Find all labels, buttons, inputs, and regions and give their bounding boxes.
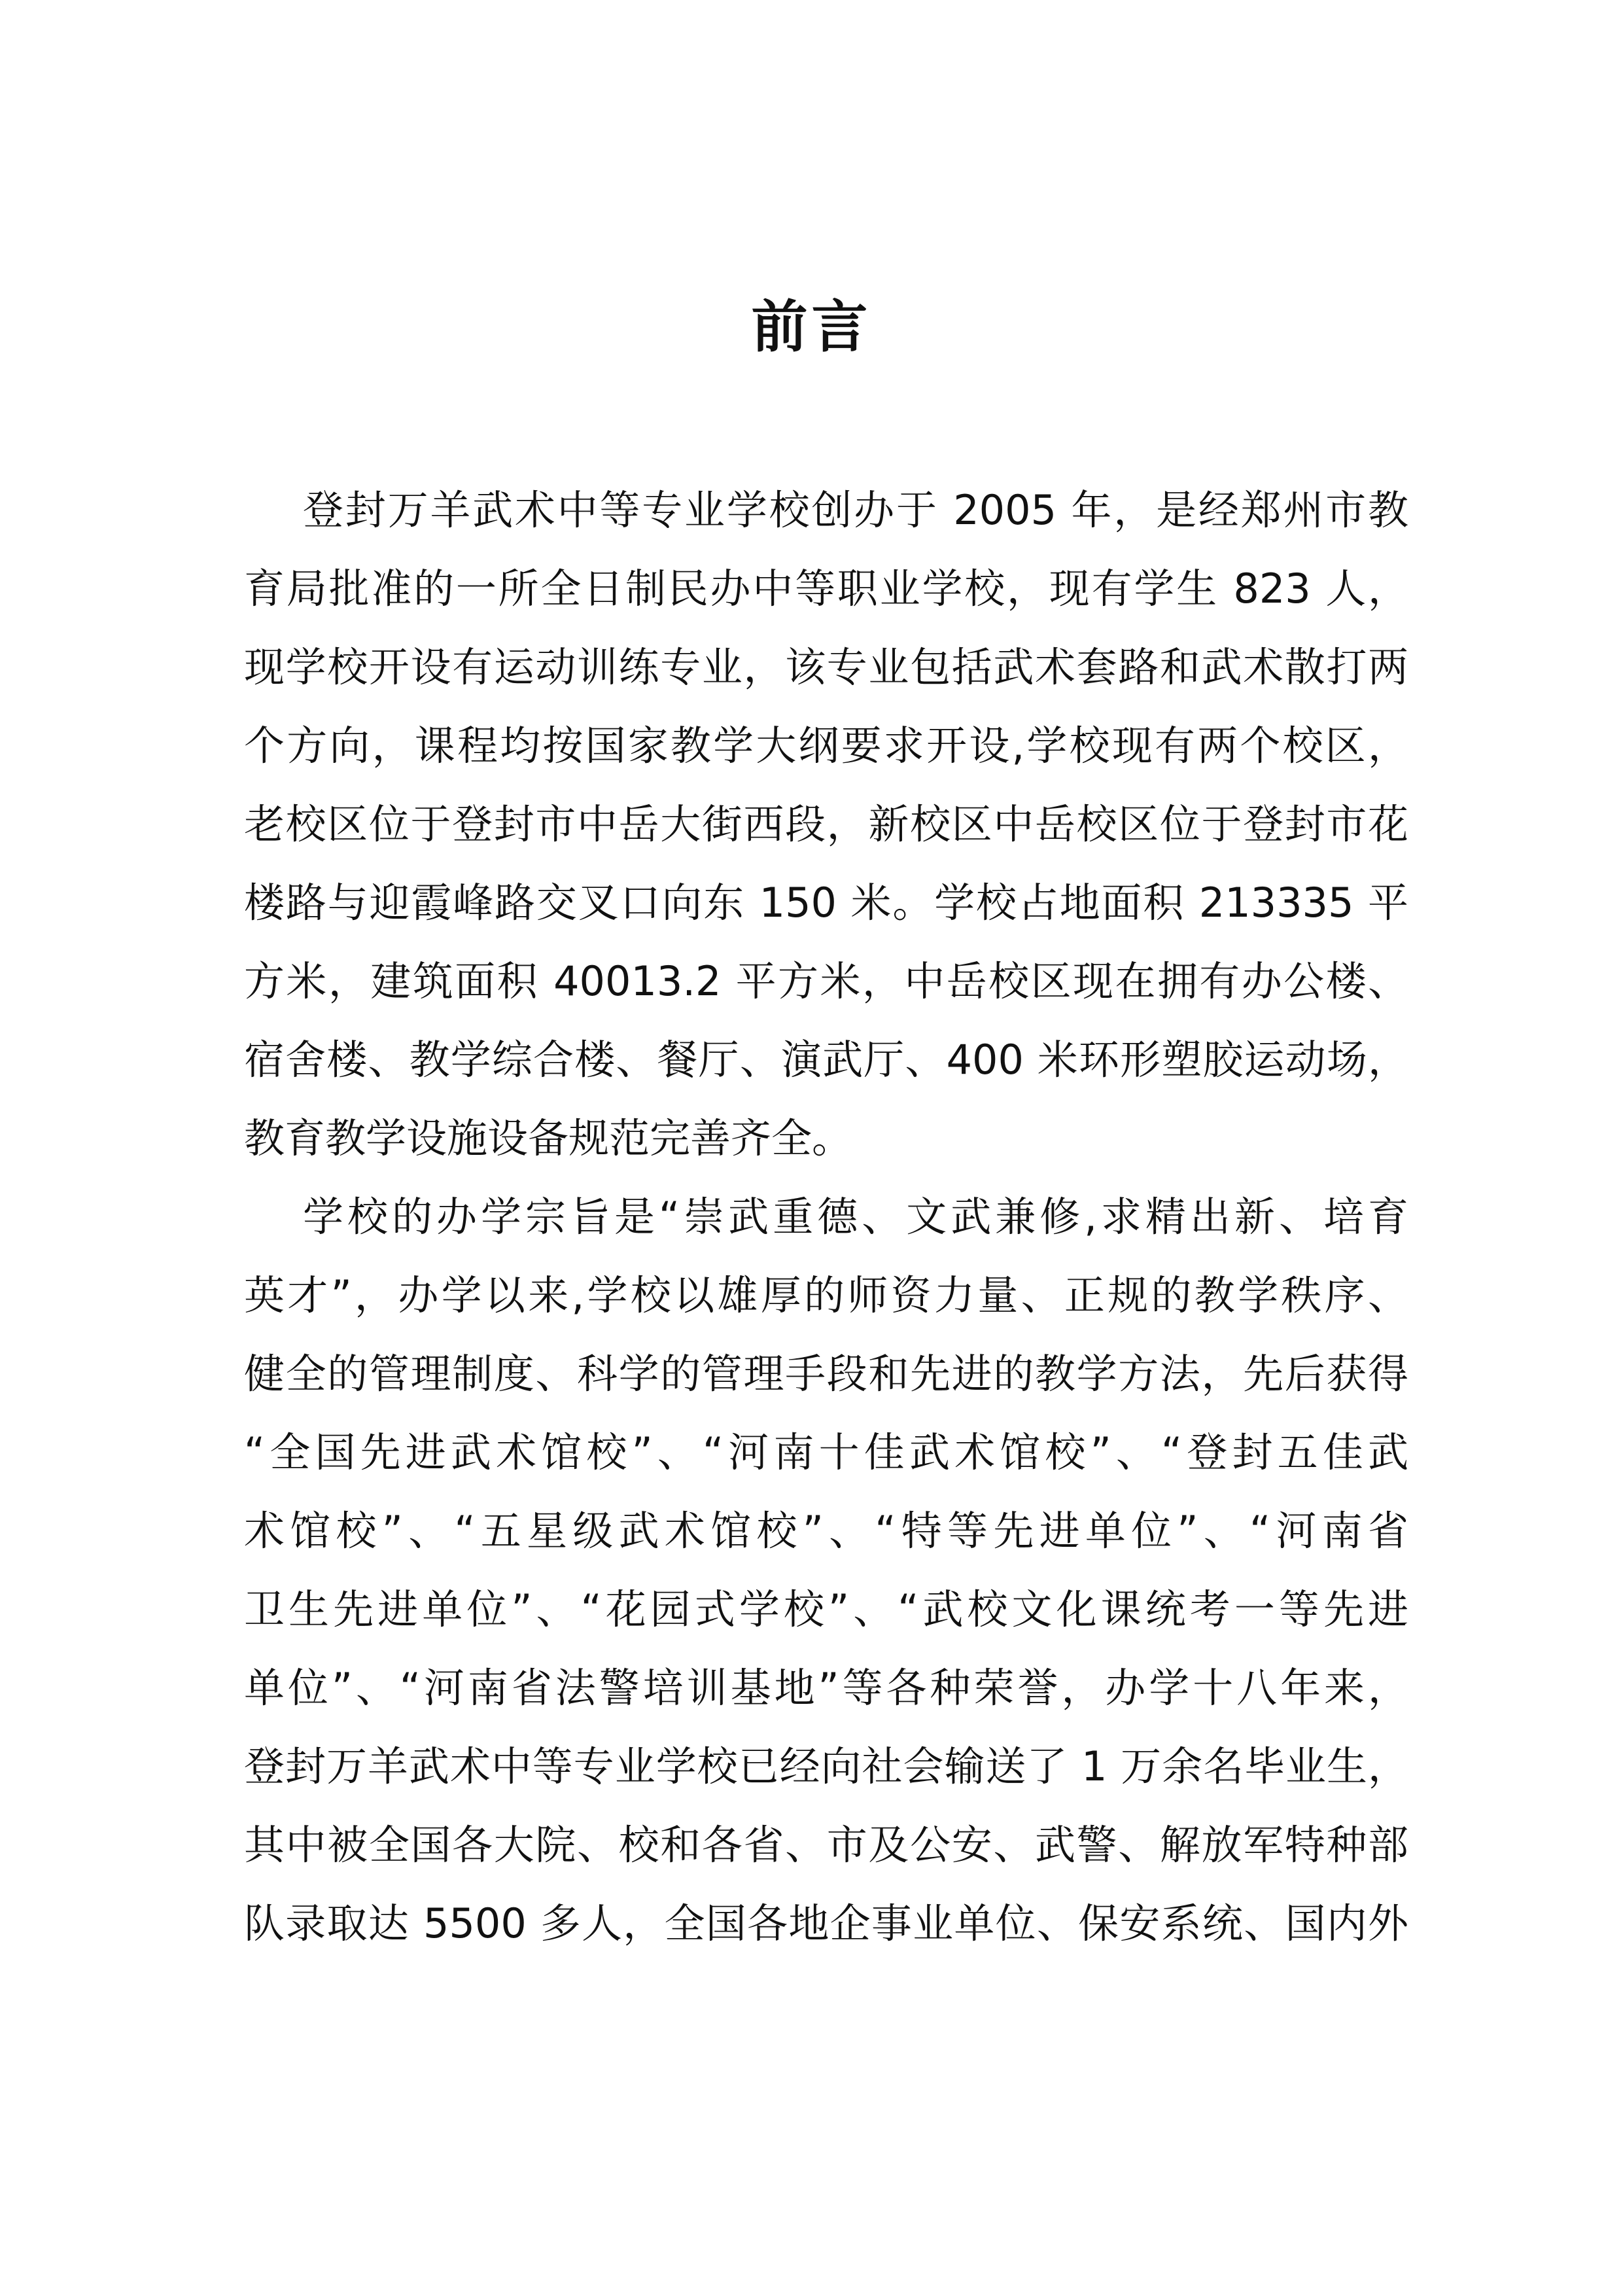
- paragraph-1-line: 登封万羊武术中等专业学校创办于 2005 年，是经郑州市教: [303, 486, 1408, 534]
- paragraph-1-line: 方米，建筑面积 40013.2 平方米，中岳校区现在拥有办公楼、: [244, 957, 1408, 1005]
- paragraph-1-line: 个方向，课程均按国家教学大纲要求开设,学校现有两个校区，: [244, 722, 1408, 769]
- paragraph-2-line: 其中被全国各大院、校和各省、市及公安、武警、解放军特种部: [244, 1821, 1408, 1869]
- paragraph-1-line: 教育教学设施设备规范完善齐全。: [244, 1114, 853, 1162]
- paragraph-2-line: 术馆校”、“五星级武术馆校”、“特等先进单位”、“河南省: [244, 1507, 1408, 1555]
- paragraph-1-line: 老校区位于登封市中岳大街西段，新校区中岳校区位于登封市花: [244, 800, 1408, 848]
- paragraph-2-line: 卫生先进单位”、“花园式学校”、“武校文化课统考一等先进: [244, 1585, 1408, 1633]
- paragraph-2-line: 英才”，办学以来,学校以雄厚的师资力量、正规的教学秩序、: [244, 1271, 1408, 1319]
- paragraph-2-line: 健全的管理制度、科学的管理手段和先进的教学方法，先后获得: [244, 1350, 1408, 1398]
- paragraph-1-line: 现学校开设有运动训练专业，该专业包括武术套路和武术散打两: [244, 643, 1408, 691]
- paragraph-1-line: 楼路与迎霞峰路交叉口向东 150 米。学校占地面积 213335 平: [244, 879, 1408, 927]
- paragraph-2-line: 队录取达 5500 多人，全国各地企事业单位、保安系统、国内外: [244, 1899, 1408, 1947]
- paragraph-2-line: “全国先进武术馆校”、“河南十佳武术馆校”、“登封五佳武: [244, 1428, 1408, 1476]
- paragraph-1-line: 宿舍楼、教学综合楼、餐厅、演武厅、400 米环形塑胶运动场，: [244, 1036, 1408, 1084]
- paragraph-2-line: 登封万羊武术中等专业学校已经向社会输送了 1 万余名毕业生，: [244, 1742, 1408, 1790]
- paragraph-2-line: 学校的办学宗旨是“崇武重德、文武兼修,求精出新、培育: [303, 1193, 1408, 1241]
- paragraph-2-line: 单位”、“河南省法警培训基地”等各种荣誉，办学十八年来，: [244, 1664, 1408, 1712]
- page-title: 前言: [751, 294, 872, 360]
- paragraph-1-line: 育局批准的一所全日制民办中等职业学校，现有学生 823 人，: [244, 565, 1408, 612]
